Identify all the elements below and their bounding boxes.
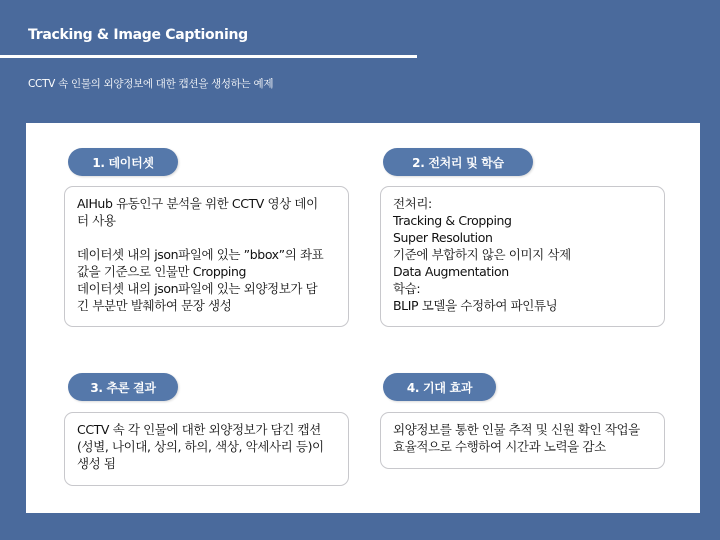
section-2-line: 학습: xyxy=(393,281,421,296)
section-1-line: 긴 부분만 발췌하여 문장 생성 xyxy=(77,298,232,313)
section-4-box xyxy=(380,412,665,469)
section-2-line: Data Augmentation xyxy=(393,264,509,279)
section-1-line: 데이터셋 내의 json파일에 있는 외양정보가 담 xyxy=(77,281,318,296)
section-2-line: Super Resolution xyxy=(393,230,493,245)
section-3-line: CCTV 속 각 인물에 대한 외양정보가 담긴 캡션 xyxy=(77,422,321,437)
section-3-line: (성별, 나이대, 상의, 하의, 색상, 악세사리 등)이 xyxy=(77,439,324,454)
section-3-line: 생성 됨 xyxy=(77,456,116,471)
slide-title: Tracking & Image Captioning xyxy=(28,27,248,43)
section-3-box xyxy=(64,412,349,486)
section-2-box xyxy=(380,186,665,327)
section-2-badge: 2. 전처리 및 학습 xyxy=(383,148,533,176)
section-1-badge: 1. 데이터셋 xyxy=(68,148,178,176)
section-1-line: 터 사용 xyxy=(77,213,116,228)
title-underline xyxy=(0,55,417,58)
section-4-line: 효율적으로 수행하여 시간과 노력을 감소 xyxy=(393,439,606,454)
section-1-line: 데이터셋 내의 json파일에 있는 ”bbox”의 좌표 xyxy=(77,247,324,262)
section-1-box xyxy=(64,186,349,327)
section-1-line: 값을 기준으로 인물만 Cropping xyxy=(77,264,247,279)
section-2-line: 기준에 부합하지 않은 이미지 삭제 xyxy=(393,247,571,262)
section-2-line: BLIP 모델을 수정하여 파인튜닝 xyxy=(393,298,558,313)
slide-subtitle: CCTV 속 인물의 외양정보에 대한 캡션을 생성하는 예제 xyxy=(28,78,274,90)
section-4-badge: 4. 기대 효과 xyxy=(383,373,496,401)
section-3-badge: 3. 추론 결과 xyxy=(68,373,178,401)
section-1-line: AIHub 유동인구 분석을 위한 CCTV 영상 데이 xyxy=(77,196,318,211)
section-4-line: 외양정보를 통한 인물 추적 및 신원 확인 작업을 xyxy=(393,422,640,437)
section-2-line: 전처리: xyxy=(393,196,432,211)
section-2-line: Tracking & Cropping xyxy=(393,213,512,228)
